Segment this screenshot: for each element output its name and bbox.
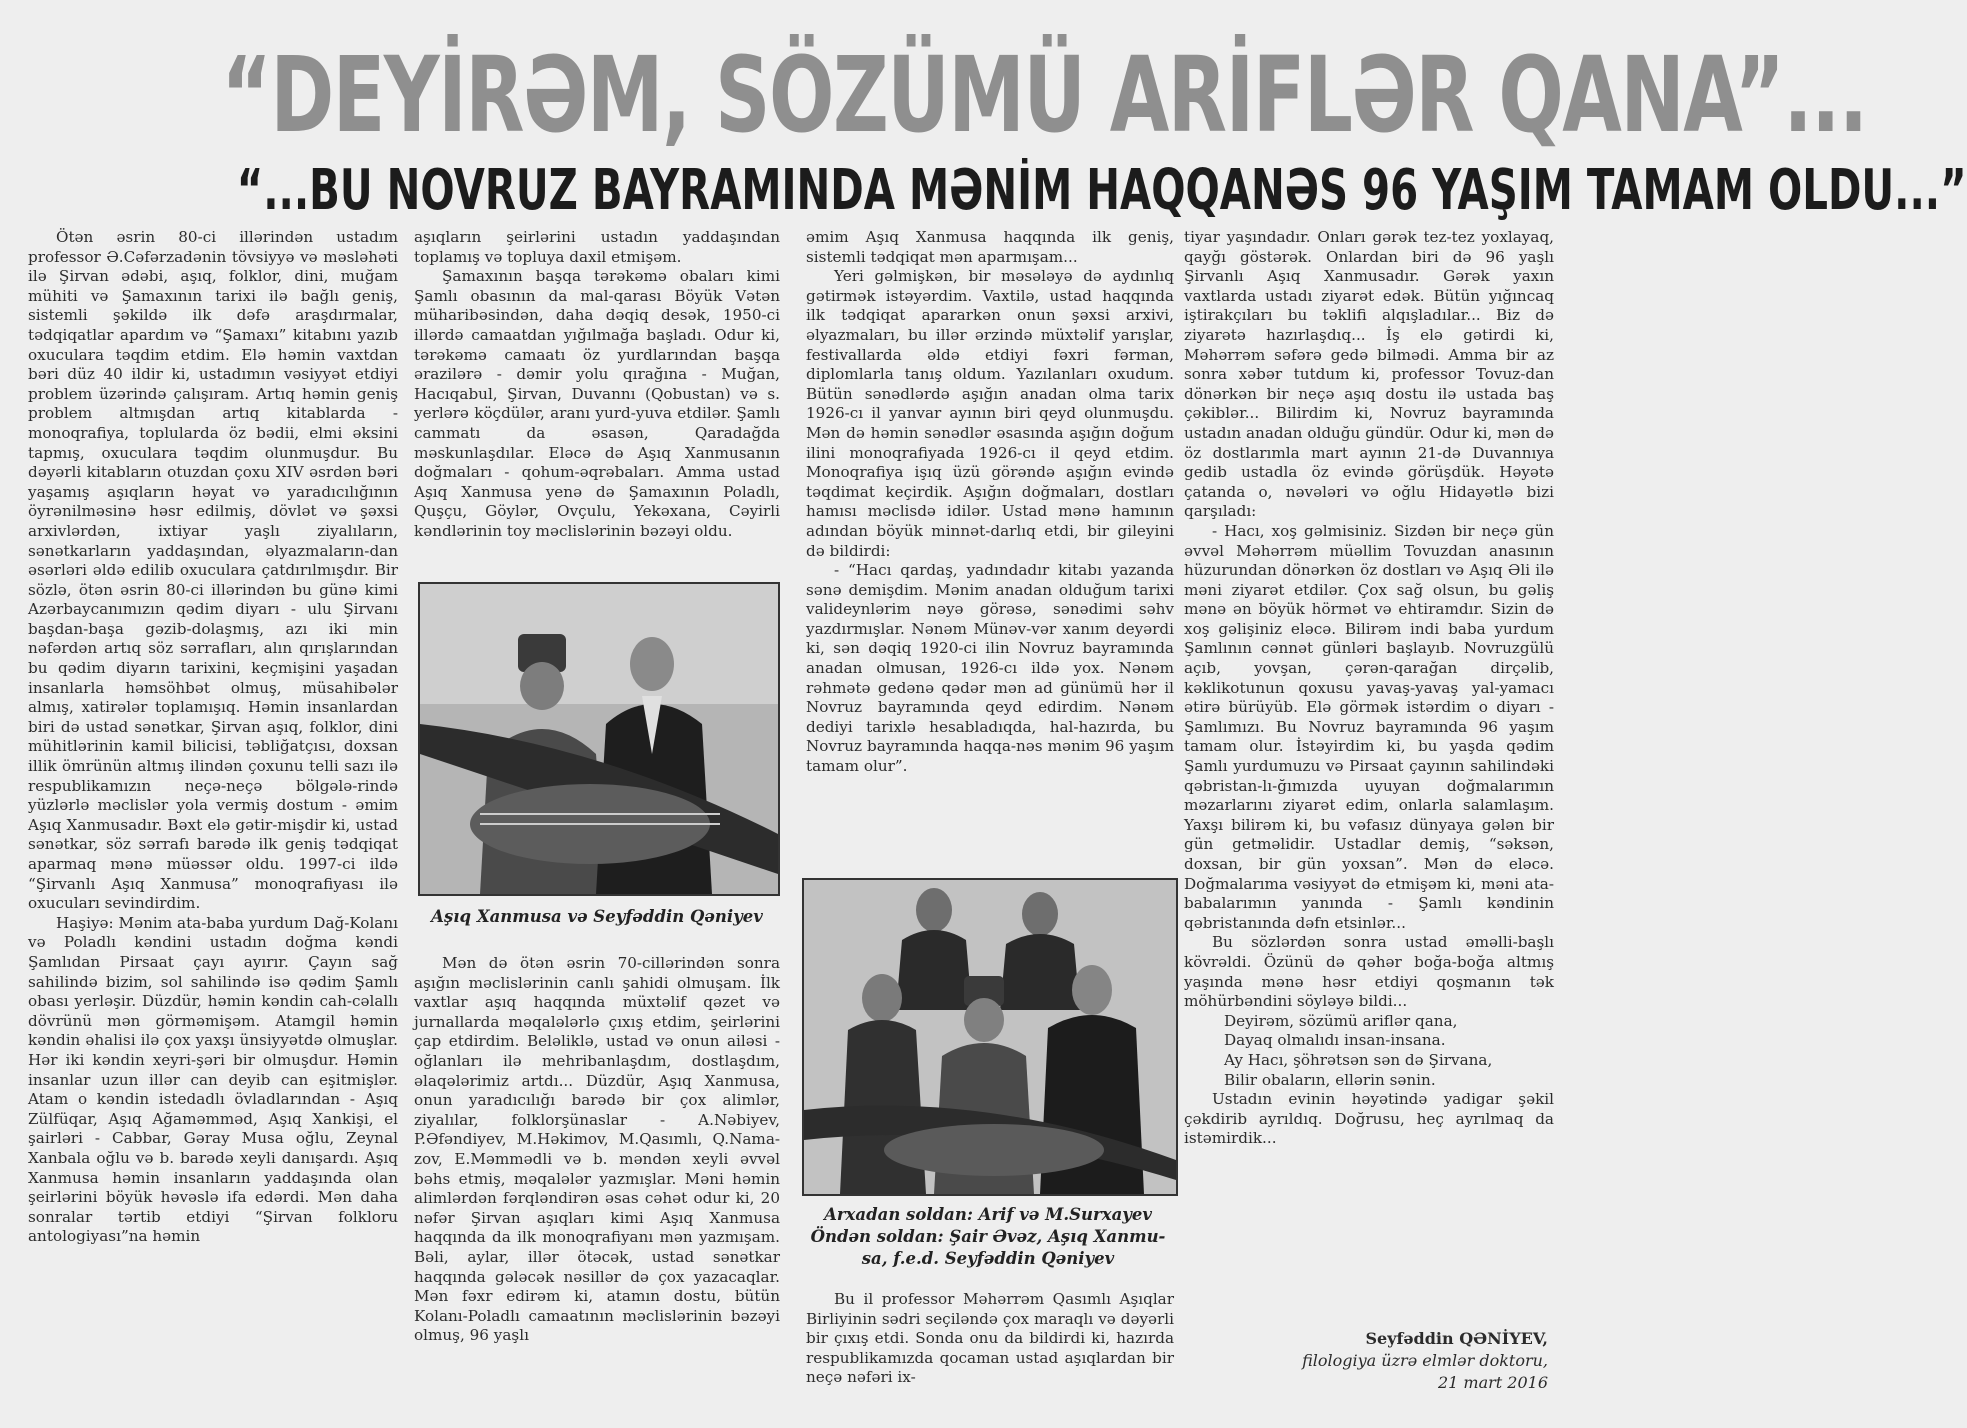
photo-group [802,878,1178,1196]
article-date: 21 mart 2016 [1437,1373,1548,1392]
photo2-caption-line-2: Öndən soldan: Şair Əvəz, Aşıq Xanmu- [810,1227,1166,1246]
poem-line: Ay Hacı, şöhrətsən sən də Şirvana, [1224,1050,1493,1069]
author-title: filologiya üzrə elmlər doktoru, [1302,1351,1548,1370]
paragraph: Bu sözlərdən sonra ustad əməlli-başlı kövrəldi. Özünü də qəhər boğa-boğa altmış yaşında mənə həsr etdiyi qoşmanın tək möhürbəndini söyləyə bildi... [1184,933,1554,1011]
paragraph: Ötən əsrin 80-ci illərindən ustadım professor Ə.Cəfərzadənin tövsiyyə və məsləhəti ilə Şirvan ədəbi, aşıq, folklor, dini, muğam mühiti və Şamaxının tarixi ilə bağlı geniş, sistemli şəkildə ilk dəfə araşdırmalar, tədqiqatlar apardım və “Şamaxı” kitabını yazıb oxuculara təqdim etdim. Elə həmin vaxtdan bəri düz 40 ildir ki, ustadımın vəsiyyət etdiyi problem üzərində çalışıram. Artıq həmin geniş problem altmışdan artıq kitablarda - monoqrafiya, toplularda öz bədii, elmi əksini tapmış, oxuculara təqdim olunmuşdur. Bu dəyərli kitabların otuzdan çoxu XIV əsrdən bəri yaşamış aşıqların həyat və yaradıcılığının öyrənilməsinə həsr edilmiş, dövlət və şəxsi arxivlərdən, ixtiyar yaşlı ziyalıların, sənətkarların yaddaşından, əlyazmaların-dan əsərləri əldə edilib oxuculara çatdırılmışdır. Bir sözlə, ötən əsrin 80-ci illərindən bu günə kimi Azərbaycanımızın qədim diyarı - ulu Şirvanı başdan-başa gəzib-dolaşmış, azı iki min nəfərdən artıq söz sərrafları, alın qırışlarından bu qədim diyarın tarixini, keçmişini yaşadan insanlarla həmsöhbət olmuş, müsahibələr almış, xatirələr toplamışıq. Həmin insanlardan biri də ustad sənətkar, Şirvan aşıq, folklor, dini mühitlərinin kamil bilicisi, təbliğatçısı, doxsan illik ömrünün altmış ilindən çoxunu telli sazı ilə respublikamızın neçə-neçə bölgələ-rində yüzlərlə məclislər yola vermiş dostum - əmim Aşıq Xanmusadır. Bəxt elə gətir-mişdir ki, ustad sənətkar, söz sərrafı barədə ilk geniş tədqiqat aparmaq mənə müəssər oldu. 1997-ci ildə “Şirvanlı Aşıq Xanmusa” monoqrafiyası ilə oxucuları sevindirdim. [28,228,398,913]
poem-line: Deyirəm, sözümü ariflər qana, [1224,1011,1458,1030]
headline-main: “DEYİRƏM, SÖZÜMÜ ARİFLƏR QANA”... [221,34,1867,156]
poem-line: Dayaq olmalıdı insan-insana. [1224,1031,1446,1050]
article-column-3-continued [806,1290,1174,1420]
paragraph: Mən də ötən əsrin 70-cillərindən sonra aşığın məclislərinin canlı şahidi olmuşam. İlk vaxtlar aşıq haqqında müxtəlif qəzet və jurnallarda məqalələrlə çıxış etdim, şeirlərini çap etdirdim. Beləliklə, ustad və onun ailəsi - oğlanları ilə mehribanlaşdım, dostlaşdım, əlaqələrimiz artdı... Düzdür, Aşıq Xanmusa, onun yaradıcılığı barədə bir çox alimlər, ziyalılar, folklorşünaslar - A.Nəbiyev, P.Əfəndiyev, M.Həkimov, M.Qasımlı, Q.Nama-zov, E.Məmmədli və b. məndən xeyli əvvəl bəhs etmiş, məqalələr yazmışlar. Məni həmin alimlərdən fərqləndirən əsas cəhət odur ki, 20 nəfər Şirvan aşıqları kimi Aşıq Xanmusa haqqında da ilk monoqrafiyanı mən yazmışam. Bəli, aylar, illər ötəcək, ustad sənətkar haqqında gələcək nəsillər də çox yazacaqlar. Mən fəxr edirəm ki, atamın dostu, bütün Kolanı-Poladlı camaatının məclislərinin bəzəyi olmuş, 96 yaşlı [414,954,780,1345]
photo-illustration [420,584,778,894]
paragraph: - “Hacı qardaş, yadındadır kitabı yazanda sənə demişdim. Mənim anadan olduğum tarixi valideynlərim nəyə görəsə, sənədimi səhv yazdırmışlar. Nənəm Münəv-vər xanım deyərdi ki, sən dəqiq 1920-ci ilin Novruz bayramında anadan olmusan, 1926-cı ildə yox. Nənəm rəhmətə gedənə qədər mən ad günümü hər il Novruz bayramında qeyd edirdim. Nənəm dediyi tarixlə hesabladıqda, hal-hazırda, bu Novruz bayramında haqqa-nəs mənim 96 yaşım tamam olur”. [806,561,1174,776]
author-name: Seyfəddin QƏNİYEV, [1365,1329,1548,1348]
paragraph: - Hacı, xoş gəlmisiniz. Sizdən bir neçə gün əvvəl Məhərrəm müəllim Tovuzdan anasının hüzurundan dönərkən öz dostları və Aşıq Əli ilə məni ziyarət etdilər. Çox sağ olsun, bu gəliş mənə ən böyük hörmət və ehtiramdır. Sizin də xoş gəlişiniz eləcə. Bilirəm indi baba yurdum Şamlının cənnət günləri başlayıb. Novruzgülü açıb, yovşan, çərən-qarağan dirçəlib, kəklikotunun qoxusu yavaş-yavaş yal-yamacı ətirə bürüyüb. Elə görmək istərdim o diyarı - Şamlımızı. Bu Novruz bayramında 96 yaşım tamam olur. İstəyirdim ki, bu yaşda qədim Şamlı yurdumuzu və Pirsaat çayının sahilindəki qəbristan-lı-ğımızda uyuyan doğmalarımın məzarlarını ziyarət edim, onlarla salamlaşım. Yaxşı bilirəm ki, bu vəfasız dünyaya gələn bir gün getməlidir. Ustadlar demiş, “səksən, doxsan, bir gün yoxsan”. Mən də eləcə. Doğmalarıma vəsiyyət də etmişəm ki, məni ata-babalarımın yanında - Şamlı kəndinin qəbristanında dəfn etsinlər... [1184,521,1554,932]
group-photo-illustration [804,880,1176,1194]
article-column-4 [1184,228,1554,1248]
paragraph: Haşiyə: Mənim ata-baba yurdum Dağ-Kolanı və Poladlı kəndini ustadın doğma kəndi Şamlıdan Pirsaat çayı ayırır. Çayın sağ sahilində bizim, sol sahilində isə qədim Şamlı obası yerləşir. Düzdür, həmin kəndin cah-cəlallı dövrünü mən görməmişəm. Atamgil həmin kəndin əhalisi ilə çox yaxşı ünsiyyətdə olmuşlar. Hər iki kəndin xeyri-şəri bir olmuşdur. Həmin insanlar uzun illər can deyib can eşitmişlər. Atam o kəndin istedadlı övladlarından - Aşıq Zülfüqar, Aşıq Ağaməmməd, Aşıq Xankişi, el şairləri - Cabbar, Gəray Musa oğlu, Zeynal Xanbala oğlu və b. barədə xeyli danışardı. Aşıq Xanmusa həmin insanların yaddaşında olan şeirlərini böyük həvəslə ifa edərdi. Mən daha sonralar tərtib etdiyi “Şirvan folkloru antologiyası”na həmin [28,913,398,1246]
poem-line: Bilir obaların, ellərin sənin. [1224,1070,1436,1089]
paragraph: Şamaxının başqa tərəkəmə obaları kimi Şamlı obasının da mal-qarası Böyük Vətən müharibəsindən, daha dəqiq desək, 1950-ci illərdə camaatdan yığılmağa başladı. Odur ki, tərəkəmə camaatı öz yurdlarından başqa ərazilərə - dəmir yolu qırağına - Muğan, Hacıqabul, Şirvan, Duvannı (Qobustan) və s. yerlərə köçdülər, aranı yurd-yuva etdilər. Şamlı cammatı da əsasən, Qaradağda məskunlaşdılar. Eləcə də Aşıq Xanmusanın doğmaları - qohum-əqrəbaları. Amma ustad Aşıq Xanmusa yenə də Şamaxının Poladlı, Quşçu, Göylər, Ovçulu, Yekəxana, Cəyirli kəndlərinin toy məclislərinin bəzəyi oldu. [414,267,780,540]
article-column-3 [806,228,1174,858]
paragraph: tiyar yaşındadır. Onları gərək tez-tez yoxlayaq, qayğı göstərək. Onlardan biri də 96 yaşlı Şirvanlı Aşıq Xanmusadır. Gərək yaxın vaxtlarda ustadı ziyarət edək. Bütün yığıncaq iştirakçıları bu təklifi alqışladılar... Biz də ziyarətə hazırlaşdıq... İş elə gətirdi ki, Məhərrəm səfərə gedə bilmədi. Amma bir az sonra xəbər tutdum ki, professor Tovuz-dan dönərkən bir neçə aşıq dostu ilə ustada baş çəkiblər... Bilirdim ki, Novruz bayramında ustadın anadan olduğu gündür. Odur ki, mən də öz dostlarımla mart ayının 21-də Duvannıya gedib ustadla öz evində görüşdük. Həyətə çatanda o, nəvələri və oğlu Hidayətlə bizi qarşıladı: [1184,228,1554,521]
author-signature [1302,1328,1548,1394]
article-column-2 [414,228,780,578]
paragraph: aşıqların şeirlərini ustadın yaddaşından toplamış və topluya daxil etmişəm. [414,228,780,266]
paragraph: Bu il professor Məhərrəm Qasımlı Aşıqlar Birliyinin sədri seçiləndə çox maraqlı və dəyərli bir çıxış etdi. Sonda onu da bildirdi ki, hazırda respublikamızda qocaman ustad aşıqlardan bir neçə nəfəri ix- [806,1290,1174,1387]
photo2-caption-line-1: Arxadan soldan: Arif və M.Surxayev [824,1205,1152,1224]
photo2-caption-line-3: sa, f.e.d. Seyfəddin Qəniyev [861,1249,1115,1268]
paragraph: Yeri gəlmişkən, bir məsələyə də aydınlıq gətirmək istəyərdim. Vaxtilə, ustad haqqında ilk tədqiqat apararkən onun şəxsi arxivi, əlyazmaları, bu illər ərzində müxtəlif yarışlar, festivallarda əldə etdiyi fəxri fərman, diplomlarla tanış oldum. Yazılanları oxudum. Bütün sənədlərdə aşığın anadan olma tarix 1926-cı il yanvar ayının biri qeyd olunmuşdu. Mən də həmin sənədlər əsasında aşığın doğum ilini monoqrafiyada 1926-cı il qeyd etdim. Monoqrafiya işıq üzü görəndə aşığın evində təqdimat keçirdik. Aşığın doğmaları, dostları hamısı məclisdə idilər. Ustad mənə hamının adından böyük minnət-darlıq etdi, bir gileyini də bildirdi: [806,267,1174,560]
article-column-2-continued [414,954,780,1414]
paragraph: əmim Aşıq Xanmusa haqqında ilk geniş, sistemli tədqiqat mən aparmışam... [806,228,1174,266]
paragraph: Ustadın evinin həyətində yadigar şəkil çəkdirib ayrıldıq. Doğrusu, heç ayrılmaq da istəmirdik... [1184,1090,1554,1148]
headline-sub: “...BU NOVRUZ BAYRAMINDA MƏNİM HAQQANƏS 96 YAŞIM TAMAM OLDU...” [236,158,1967,223]
photo-ashiq-and-author [418,582,780,896]
photo1-caption: Aşıq Xanmusa və Seyfəddin Qəniyev [431,907,763,926]
article-column-1 [28,228,398,1418]
